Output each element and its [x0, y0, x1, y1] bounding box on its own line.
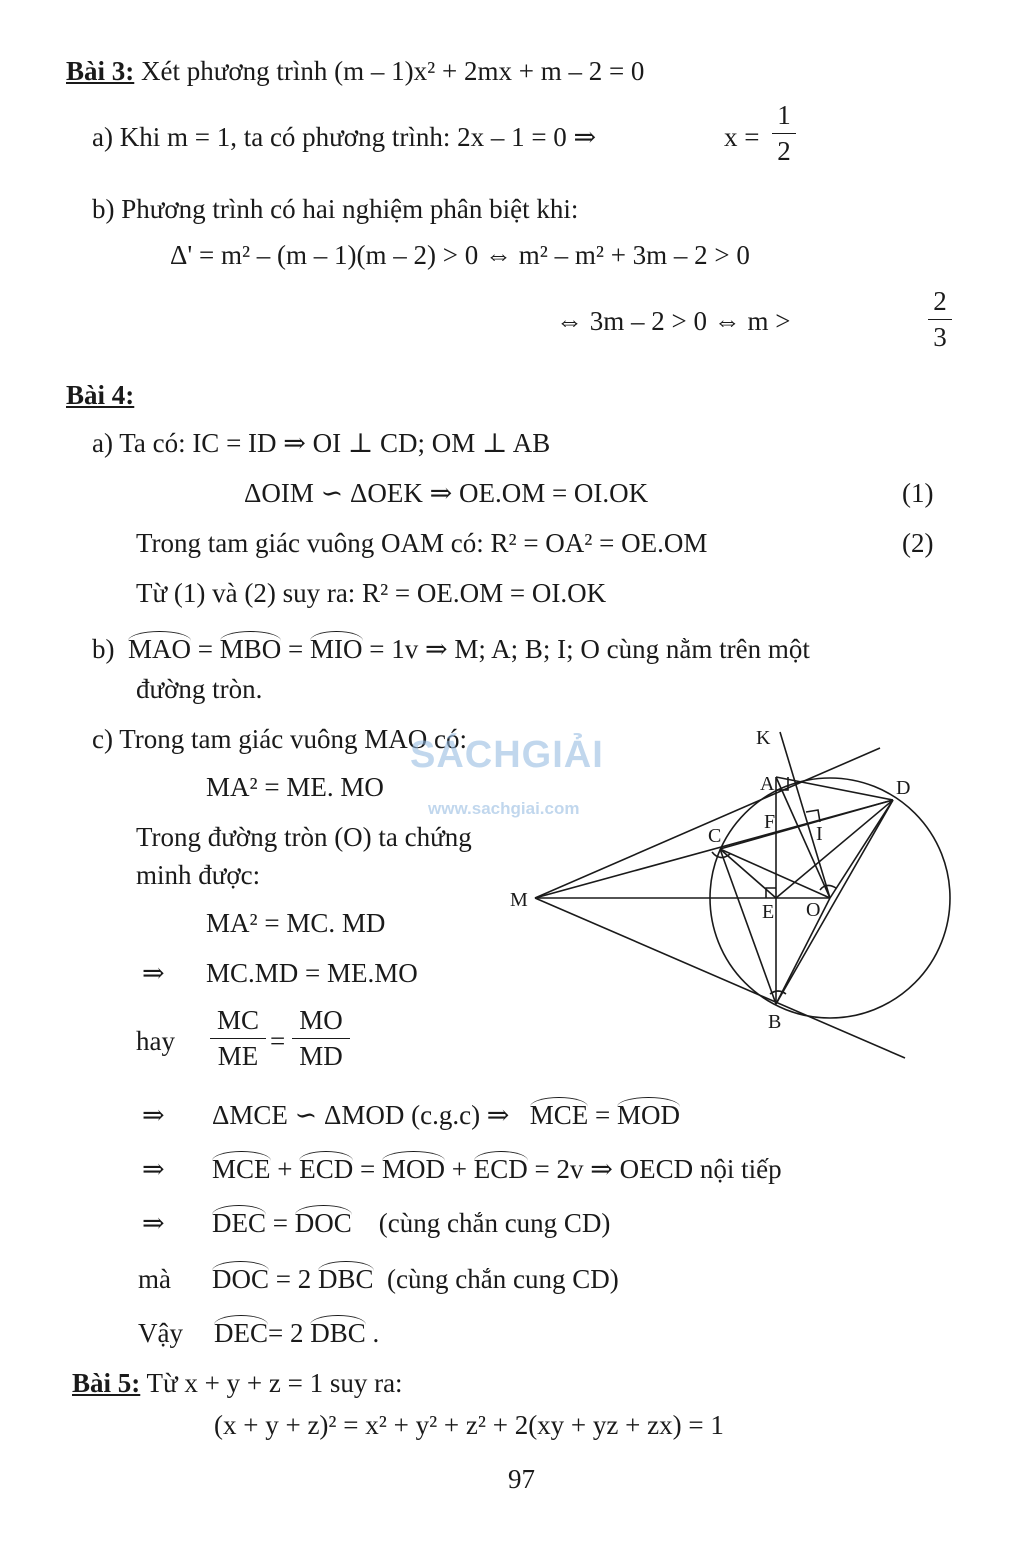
bai4-c9: MCE + ECD = MOD + ECD = 2v ⇒ OECD nội tiếp [212, 1154, 782, 1184]
bai5-title: Bài 5: [72, 1368, 141, 1398]
watermark-brand: SÁCHGIẢI [410, 734, 604, 776]
bai4-a2-tag: (1) [902, 478, 934, 508]
bai4-c12: DEC= 2 DBC . [214, 1318, 380, 1348]
angle-mod: MOD [616, 1100, 680, 1130]
fraction-mc-me [210, 1007, 266, 1070]
label-m: M [510, 889, 528, 911]
bai4-a3: Trong tam giác vuông OAM có: R² = OA² = OE.OM [136, 528, 708, 558]
line-ko [780, 732, 830, 898]
bai4-a3-tag: (2) [902, 528, 934, 558]
bai4-b-line2: đường tròn. [136, 674, 263, 704]
label-f: F [764, 811, 776, 833]
line-ce [720, 849, 776, 898]
bai4-c9-arrow: ⇒ [142, 1154, 165, 1184]
circle-o [710, 778, 950, 1018]
angle-mod-2: MOD [381, 1154, 445, 1184]
bai4-c6: MC.MD = ME.MO [206, 958, 418, 988]
bai4-title: Bài 4: [66, 380, 135, 410]
line-cd [720, 800, 893, 849]
bai4-c11-rest: (cùng chắn cung CD) [387, 1264, 619, 1294]
angle-mao: MAO [128, 634, 192, 664]
bai3-a-x: x = [724, 122, 760, 152]
angle-dbc: DBC [318, 1264, 374, 1294]
line-db [776, 800, 893, 1004]
label-b: B [768, 1011, 782, 1033]
bai4-c10-rest: (cùng chắn cung CD) [378, 1208, 611, 1238]
line-cb [720, 849, 776, 1004]
label-c: C [708, 825, 722, 847]
right-angle-a [776, 777, 788, 790]
bai4-c12-vay: Vậy [138, 1318, 183, 1348]
bai3-a: a) Khi m = 1, ta có phương trình: 2x – 1 = 0 ⇒ [92, 122, 597, 152]
watermark-url: www.sachgiai.com [428, 799, 580, 818]
angle-doc-2: DOC [212, 1264, 270, 1294]
arc-mark-b [770, 991, 786, 994]
bai4-c5: MA² = MC. MD [206, 908, 386, 938]
bai4-b-line1: b) MAO = MBO = MIO = 1v ⇒ M; A; B; I; O cùng nằm trên một [92, 634, 810, 664]
label-d: D [896, 777, 911, 799]
bai4-a2: ΔOIM ∽ ΔOEK ⇒ OE.OM = OI.OK [244, 478, 649, 508]
bai4-c11: DOC = 2 DBC (cùng chắn cung CD) [212, 1264, 619, 1294]
angle-mbo: MBO [219, 634, 282, 664]
bai3-b-fraction [928, 288, 952, 351]
bai4-c8-arrow: ⇒ [142, 1100, 165, 1130]
label-e: E [762, 901, 775, 923]
angle-ecd: ECD [299, 1154, 354, 1184]
label-a: A [760, 773, 775, 795]
bai4-c6-arrow: ⇒ [142, 958, 165, 988]
fraction-md: MD [299, 1041, 343, 1071]
bai3-a-num: 1 [777, 100, 791, 130]
right-angle-i [806, 810, 820, 822]
angle-mio: MIO [310, 634, 363, 664]
bai3-b: b) Phương trình có hai nghiệm phân biệt khi: [92, 194, 579, 224]
bai4-c10-arrow: ⇒ [142, 1208, 165, 1238]
bai4-c1: c) Trong tam giác vuông MAO có: [92, 724, 467, 754]
fraction-mc: MC [216, 1005, 260, 1035]
bai4-c10: DEC = DOC (cùng chắn cung CD) [212, 1208, 611, 1238]
bai3-b-num: 2 [933, 286, 947, 316]
right-angle-e [766, 888, 776, 898]
bai4-c9-rest: = 2v ⇒ OECD nội tiếp [534, 1154, 782, 1184]
bai3-b-line2: ⇔ 3m – 2 > 0 ⇔ m > [556, 306, 791, 336]
line-ao [776, 777, 830, 898]
bai5-line1 [72, 1370, 403, 1397]
angle-dbc-2: DBC [310, 1318, 366, 1348]
bai4-c8: ΔMCE ∽ ΔMOD (c.g.c) ⇒ MCE = MOD [212, 1100, 680, 1130]
angle-doc: DOC [294, 1208, 352, 1238]
bai4-b-rest: = 1v ⇒ M; A; B; I; O cùng nằm trên một [369, 634, 810, 664]
fraction-mo-md [292, 1007, 350, 1070]
angle-ecd-2: ECD [473, 1154, 528, 1184]
angle-dec-2: DEC [214, 1318, 268, 1348]
bai3-a-fraction [772, 102, 796, 165]
page-number: 97 [508, 1464, 535, 1494]
bai4-a1: a) Ta có: IC = ID ⇒ OI ⊥ CD; OM ⊥ AB [92, 428, 551, 458]
bai4-c2: MA² = ME. MO [206, 772, 384, 802]
line-ob [776, 898, 830, 1004]
bai4-a4: Từ (1) và (2) suy ra: R² = OE.OM = OI.OK [136, 578, 607, 608]
tangent-mb [535, 898, 905, 1058]
bai4-c7-hay: hay [136, 1026, 175, 1056]
equals-sign: = [270, 1026, 286, 1056]
arc-mark-c [712, 852, 730, 858]
label-k: K [756, 727, 771, 749]
line-do [830, 800, 893, 898]
bai3-title: Bài 3: [66, 56, 135, 86]
bai4-c4: minh được: [136, 860, 261, 890]
fraction-mo: MO [299, 1005, 343, 1035]
bai3-a-den: 2 [777, 136, 791, 166]
bai4-c8-text: ΔMCE ∽ ΔMOD (c.g.c) ⇒ [212, 1100, 510, 1130]
bai5-line2: (x + y + z)² = x² + y² + z² + 2(xy + yz + zx) = 1 [214, 1410, 724, 1440]
bai3-b-den: 3 [933, 322, 947, 352]
label-i: I [816, 823, 823, 845]
bai4-c11-ma: mà [138, 1264, 171, 1294]
label-o: O [806, 899, 821, 921]
angle-mce: MCE [529, 1100, 589, 1130]
bai5-intro: Từ x + y + z = 1 suy ra: [146, 1368, 403, 1398]
angle-mce-2: MCE [212, 1154, 271, 1184]
bai3-intro: Xét phương trình (m – 1)x² + 2mx + m – 2 = 0 [141, 56, 645, 86]
line-de [776, 800, 893, 898]
bai4-c3: Trong đường tròn (O) ta chứng [136, 822, 472, 852]
secant-md [535, 800, 893, 898]
line-co [720, 849, 830, 898]
arc-mark-o [820, 885, 836, 890]
angle-dec: DEC [212, 1208, 266, 1238]
line-ad [776, 777, 893, 800]
bai3-b-line1: Δ' = m² – (m – 1)(m – 2) > 0 ⇔ m² – m² + 3m – 2 > 0 [170, 240, 750, 270]
bai3-heading [66, 58, 644, 85]
bai4-b-pre: b) [92, 634, 115, 664]
fraction-me: ME [217, 1041, 259, 1071]
